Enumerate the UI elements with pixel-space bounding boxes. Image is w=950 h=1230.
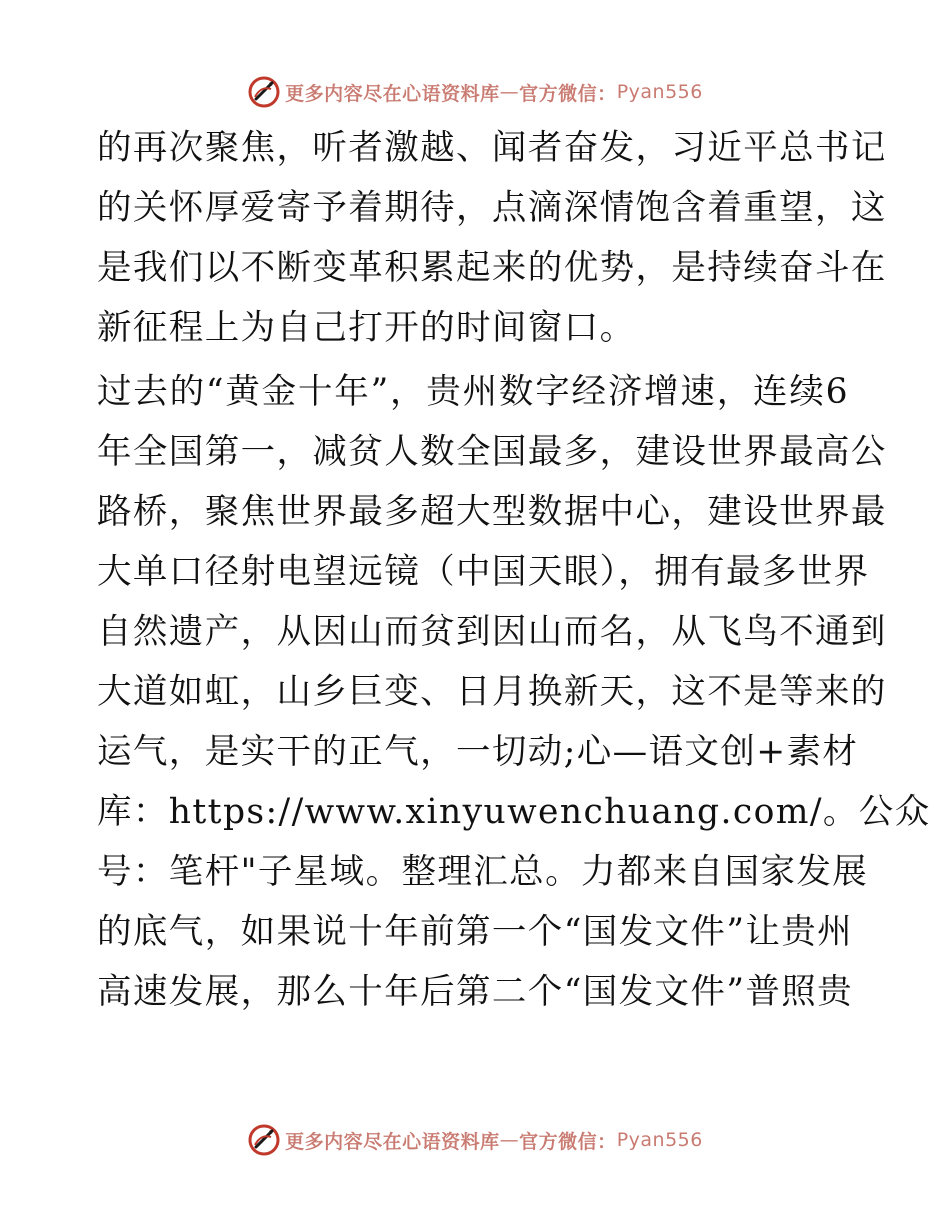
text-line: 库：https://www.xinyuwenchuang.com/。公众 xyxy=(97,792,931,832)
text-line: 高速发展，那么十年后第二个“国发文件”普照贵 xyxy=(97,972,854,1012)
text-line: 的底气，如果说十年前第一个“国发文件”让贵州 xyxy=(97,912,854,952)
text-line: 年全国第一，减贫人数全国最多，建设世界最高公 xyxy=(97,432,887,472)
brand-logo-icon xyxy=(247,1123,281,1157)
text-line: 的再次聚焦，听者激越、闻者奋发，习近平总书记 xyxy=(97,128,887,168)
text-line: 过去的“黄金十年”，贵州数字经济增速，连续6 xyxy=(97,372,849,412)
text-line: 是我们以不断变革积累起来的优势，是持续奋斗在 xyxy=(97,248,887,288)
footer-watermark xyxy=(0,1120,950,1160)
text-line: 路桥，聚焦世界最多超大型数据中心，建设世界最 xyxy=(97,492,887,532)
watermark-label: 官方微信： xyxy=(519,82,617,105)
text-line: 大单口径射电望远镜（中国天眼），拥有最多世界 xyxy=(97,552,870,592)
watermark-brand: 更多内容尽在心语资料库 xyxy=(285,1130,500,1153)
watermark-wechat-id: Pyan556 xyxy=(616,1129,703,1151)
text-line: 大道如虹，山乡巨变、日月换新天，这不是等来的 xyxy=(97,672,887,712)
watermark-wechat-id: Pyan556 xyxy=(616,81,703,103)
brand-logo-icon xyxy=(247,75,281,109)
document-body xyxy=(97,118,931,1022)
paragraph-1 xyxy=(97,118,887,358)
watermark-label: 官方微信： xyxy=(519,1130,617,1153)
header-watermark xyxy=(0,72,950,112)
paragraph-2 xyxy=(97,362,931,1022)
watermark-brand: 更多内容尽在心语资料库 xyxy=(285,82,500,105)
text-line: 运气，是实干的正气，一切动;心—语文创+素材 xyxy=(97,732,859,772)
text-line: 号：笔杆"子星域。整理汇总。力都来自国家发展 xyxy=(97,852,869,892)
text-line: 的关怀厚爱寄予着期待，点滴深情饱含着重望，这 xyxy=(97,188,887,228)
watermark-separator: — xyxy=(499,1129,520,1151)
text-line: 自然遗产，从因山而贫到因山而名，从飞鸟不通到 xyxy=(97,612,887,652)
text-line: 新征程上为自己打开的时间窗口。 xyxy=(97,308,636,348)
watermark-separator: — xyxy=(499,81,520,103)
